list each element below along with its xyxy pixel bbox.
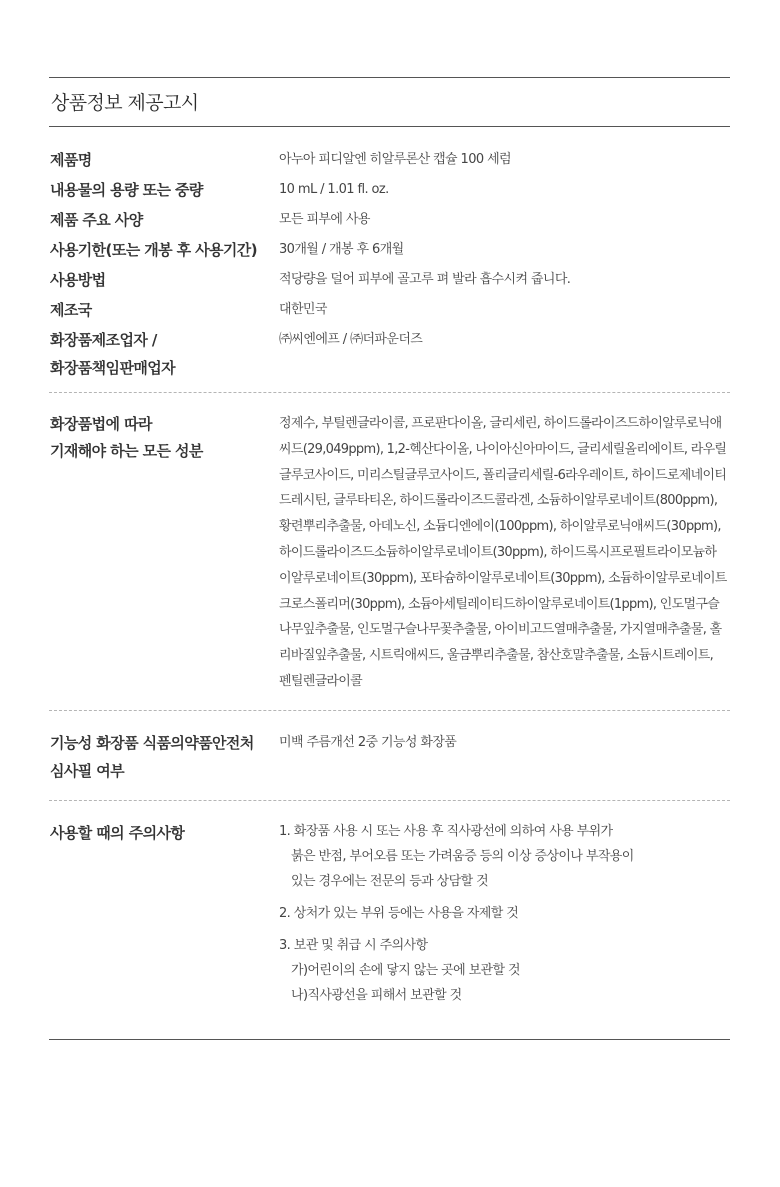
row-label — [49, 729, 279, 785]
caution-line: 2. 상처가 있는 부위 등에는 사용을 자제할 것 — [279, 905, 519, 921]
caution-line: 1. 화장품 사용 시 또는 사용 후 직사광선에 의하여 사용 부위가 — [279, 823, 613, 839]
info-row-product-name — [49, 146, 730, 176]
info-row-spec — [49, 206, 730, 236]
label-line: 기능성 화장품 식품의약품안전처 — [50, 733, 254, 752]
label-line: 심사필 여부 — [50, 761, 125, 780]
row-value: 30개월 / 개봉 후 6개월 — [279, 242, 404, 257]
row-label: 제품 주요 사양 — [50, 211, 143, 229]
info-row-country — [49, 296, 730, 326]
row-value: 대한민국 — [279, 302, 327, 317]
caution-item — [279, 819, 730, 894]
caution-section — [49, 801, 730, 1030]
label-line: 화장품제조업자 / — [50, 331, 157, 349]
caution-line: 3. 보관 및 취급 시 주의사항 — [279, 937, 428, 953]
row-label: 사용기한(또는 개봉 후 사용기간) — [50, 241, 257, 259]
bottom-divider — [49, 1039, 730, 1040]
page-title: 상품정보 제공고시 — [51, 92, 199, 114]
product-info-notice — [49, 77, 730, 1040]
label-line: 화장품책임판매업자 — [50, 359, 176, 377]
row-value: 아누아 피디알엔 히알루론산 캡슐 100 세럼 — [279, 152, 512, 167]
row-label: 제조국 — [50, 301, 92, 319]
info-row-expiry — [49, 236, 730, 266]
row-value: 10 mL / 1.01 fl. oz. — [279, 182, 389, 197]
label-line: 화장품법에 따라 — [50, 415, 152, 433]
basic-info-section — [49, 127, 730, 392]
info-row-volume — [49, 176, 730, 206]
info-row-manufacturer — [49, 326, 730, 382]
row-value: 적당량을 덜어 피부에 골고루 펴 발라 흡수시켜 줍니다. — [279, 272, 571, 287]
caution-item — [279, 901, 730, 926]
ingredients-section — [49, 393, 730, 710]
row-value: ㈜씨엔에프 / ㈜더파운더즈 — [279, 332, 423, 347]
row-label: 내용물의 용량 또는 중량 — [50, 181, 203, 199]
caution-line: 나)직사광선을 피해서 보관할 것 — [291, 987, 462, 1003]
row-value: 모든 피부에 사용 — [279, 212, 370, 227]
functional-section — [49, 711, 730, 800]
caution-list — [279, 819, 730, 1015]
row-label — [49, 411, 279, 695]
caution-line: 붉은 반점, 부어오름 또는 가려움증 등의 이상 증상이나 부작용이 — [291, 848, 634, 864]
info-row-usage — [49, 266, 730, 296]
row-label: 제품명 — [50, 151, 92, 169]
row-label: 사용할 때의 주의사항 — [50, 823, 185, 842]
info-row-caution — [49, 819, 730, 1015]
row-value: 미백 주름개선 2중 기능성 화장품 — [279, 734, 457, 750]
caution-item — [279, 933, 730, 1008]
ingredients-list: 정제수, 부틸렌글라이콜, 프로판다이올, 글리세린, 하이드롤라이즈드하이알루로닉애씨드(29,049ppm), 1,2-헥산다이올, 나이아신아마이드, 글리세릴올리에이트, 라우릴글루코사이드, 미리스틸글루코사이드, 폴리글리세릴-6라우레이트, 하이드로제네이티드레시틴, 글루타티온, 하이드롤라이즈드콜라겐, 소듐하이알루로네이트(800ppm), 황련뿌리추출물, 아데노신, 소듐디엔에이(100ppm), 하이알루로닉애씨드(30ppm), 하이드롤라이즈드소듐하이알루로네이트(30ppm), 하이드록시프로필트라이모늄하이알루로네이트(30ppm), 포타슘하이알루로네이트(30ppm), 소듐하이알루로네이트크로스폴리머(30ppm), 소듐아세틸레이티드하이알루로네이트(1ppm), 인도멀구슬나무잎추출물, 인도멀구슬나무꽃추출물, 아이비고드열매추출물, 가지열매추출물, 홀리바질잎추출물, 시트릭애씨드, 울금뿌리추출물, 참산호말추출물, 소듐시트레이트, 펜틸렌글라이콜 — [279, 416, 727, 689]
info-row-ingredients — [49, 411, 730, 695]
row-label — [49, 326, 279, 382]
row-label: 사용방법 — [50, 271, 106, 289]
caution-line: 가)어린이의 손에 닿지 않는 곳에 보관할 것 — [291, 962, 520, 978]
caution-line: 있는 경우에는 전문의 등과 상담할 것 — [291, 873, 489, 889]
label-line: 기재해야 하는 모든 성분 — [50, 442, 203, 460]
info-row-functional — [49, 729, 730, 785]
